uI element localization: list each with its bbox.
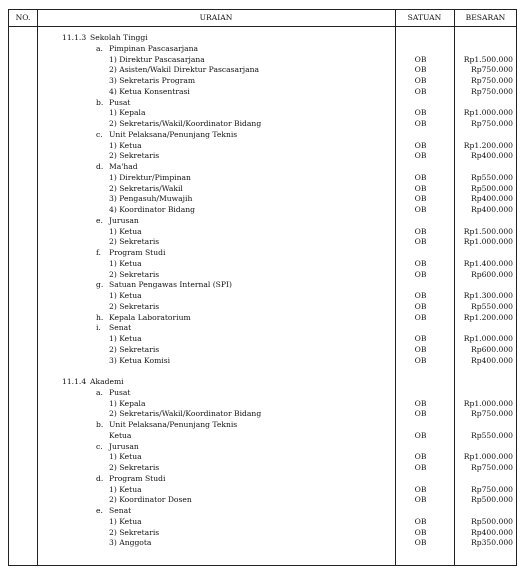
- item-title: Senat: [109, 323, 132, 333]
- item-letter: b.: [96, 97, 104, 107]
- table-row: [9, 537, 516, 548]
- table-row: [9, 32, 516, 43]
- item-letter: c.: [96, 129, 103, 139]
- besaran-value: Rp750.000: [471, 484, 513, 494]
- header-uraian: URAIAN: [199, 13, 233, 22]
- table-row: [9, 64, 516, 75]
- item-letter: e.: [96, 506, 103, 515]
- besaran-value: Rp750.000: [471, 65, 513, 75]
- table-row: [9, 462, 516, 473]
- table-row: [9, 527, 516, 538]
- satuan-value: OB: [414, 312, 427, 322]
- satuan-value: OB: [414, 183, 427, 193]
- item-title: Jurusan: [109, 441, 139, 451]
- item-description: 3) Sekretaris Program: [109, 76, 196, 85]
- item-letter: e.: [96, 215, 103, 225]
- satuan-value: OB: [414, 344, 427, 354]
- item-description: 1) Ketua: [109, 484, 142, 494]
- besaran-value: Rp750.000: [471, 463, 513, 472]
- item-title: Jurusan: [109, 215, 139, 225]
- besaran-value: Rp400.000: [471, 151, 513, 161]
- header-besaran: BESARAN: [465, 13, 506, 22]
- table-row: [9, 129, 516, 140]
- table-row: [9, 290, 516, 301]
- besaran-value: Rp400.000: [471, 527, 513, 537]
- item-title: Unit Pelaksana/Penunjang Teknis: [109, 420, 238, 429]
- table-row: [9, 183, 516, 194]
- item-description: 1) Ketua: [109, 258, 142, 268]
- table-row: [9, 269, 516, 280]
- item-letter: g.: [96, 280, 104, 290]
- satuan-value: OB: [414, 516, 427, 526]
- satuan-value: OB: [414, 527, 427, 537]
- item-description: 1) Direktur Pascasarjana: [109, 54, 205, 64]
- besaran-value: Rp550.000: [471, 430, 513, 440]
- besaran-value: Rp750.000: [471, 86, 513, 96]
- satuan-value: OB: [414, 108, 427, 118]
- table-row: [9, 43, 516, 54]
- besaran-value: Rp500.000: [471, 516, 513, 526]
- satuan-value: OB: [414, 463, 427, 472]
- item-letter: b.: [96, 420, 104, 429]
- besaran-value: Rp400.000: [471, 194, 513, 204]
- satuan-value: OB: [414, 452, 427, 462]
- table-row: [9, 118, 516, 129]
- table-row: [9, 365, 516, 376]
- table-row: [9, 161, 516, 172]
- item-description: 1) Ketua: [109, 334, 142, 343]
- satuan-value: OB: [414, 484, 427, 494]
- satuan-value: OB: [414, 194, 427, 204]
- besaran-value: Rp750.000: [471, 76, 513, 85]
- item-letter: c.: [96, 441, 103, 451]
- table-row: [9, 441, 516, 452]
- besaran-value: Rp1.000.000: [463, 237, 513, 247]
- satuan-value: OB: [414, 119, 427, 128]
- item-letter: f.: [96, 248, 101, 257]
- besaran-value: Rp1.300.000: [463, 291, 513, 300]
- besaran-value: Rp400.000: [471, 205, 513, 214]
- table-row: [9, 236, 516, 247]
- item-title: Program Studi: [109, 473, 166, 483]
- satuan-value: OB: [414, 398, 427, 408]
- item-description: 3) Ketua Komisi: [109, 355, 171, 365]
- satuan-value: OB: [414, 86, 427, 96]
- section-title: Sekolah Tinggi: [90, 33, 148, 42]
- table-row: [9, 75, 516, 86]
- satuan-value: OB: [414, 291, 427, 300]
- section-title: Akademi: [90, 377, 124, 386]
- item-description: 1) Ketua: [109, 226, 142, 236]
- item-description: 2) Asisten/Wakil Direktur Pascasarjana: [109, 65, 260, 75]
- item-description: 2) Sekretaris: [109, 151, 160, 161]
- table-row: [9, 247, 516, 258]
- satuan-value: OB: [414, 76, 427, 85]
- table-row: [9, 505, 516, 516]
- item-title: Kepala Laboratorium: [109, 312, 191, 322]
- item-description: 2) Koordinator Dosen: [109, 495, 192, 505]
- item-letter: h.: [96, 312, 104, 322]
- besaran-value: Rp1.200.000: [463, 312, 513, 322]
- table-row: [9, 451, 516, 462]
- satuan-value: OB: [414, 140, 427, 150]
- item-description: 1) Kepala: [109, 108, 146, 118]
- item-description: 1) Ketua: [109, 452, 142, 462]
- item-description: 1) Ketua: [109, 140, 142, 150]
- satuan-value: OB: [414, 269, 427, 279]
- item-title: Program Studi: [109, 248, 166, 257]
- item-title: Ma'had: [109, 162, 138, 171]
- item-description: 1) Kepala: [109, 398, 146, 408]
- item-description: 2) Sekretaris: [109, 344, 160, 354]
- table-row: [9, 376, 516, 387]
- table-row: [9, 355, 516, 366]
- table-row: [9, 430, 516, 441]
- besaran-value: Rp400.000: [471, 355, 513, 365]
- header-no: NO.: [15, 13, 31, 22]
- table-row: [9, 484, 516, 495]
- item-title: Pimpinan Pascasarjana: [109, 43, 199, 53]
- item-description: Ketua: [109, 430, 132, 440]
- besaran-value: Rp550.000: [471, 301, 513, 311]
- besaran-value: Rp1.000.000: [463, 334, 513, 343]
- item-description: 2) Sekretaris/Wakil/Koordinator Bidang: [109, 409, 262, 419]
- besaran-value: Rp500.000: [471, 495, 513, 505]
- table-row: [9, 312, 516, 323]
- table-header: [9, 10, 516, 27]
- besaran-value: Rp1.000.000: [463, 452, 513, 462]
- satuan-value: OB: [414, 172, 427, 182]
- satuan-value: OB: [414, 237, 427, 247]
- besaran-value: Rp750.000: [471, 119, 513, 128]
- table-row: [9, 473, 516, 484]
- besaran-value: Rp1.200.000: [463, 140, 513, 150]
- item-letter: i.: [96, 323, 101, 333]
- item-letter: a.: [96, 387, 103, 397]
- item-title: Senat: [109, 506, 132, 515]
- item-description: 4) Ketua Konsentrasi: [109, 86, 190, 96]
- table-row: [9, 516, 516, 527]
- item-description: 1) Ketua: [109, 516, 142, 526]
- besaran-value: Rp1.500.000: [463, 54, 513, 64]
- besaran-value: Rp600.000: [471, 344, 513, 354]
- besaran-value: Rp1.400.000: [463, 258, 513, 268]
- besaran-value: Rp1.000.000: [463, 108, 513, 118]
- section-code: 11.1.4: [62, 377, 87, 386]
- satuan-value: OB: [414, 355, 427, 365]
- item-description: 2) Sekretaris: [109, 527, 160, 537]
- honorarium-table: [8, 9, 517, 566]
- satuan-value: OB: [414, 538, 427, 548]
- besaran-value: Rp500.000: [471, 183, 513, 193]
- table-row: [9, 301, 516, 312]
- item-letter: d.: [96, 162, 104, 171]
- satuan-value: OB: [414, 334, 427, 343]
- item-description: 2) Sekretaris/Wakil/Koordinator Bidang: [109, 119, 262, 128]
- satuan-value: OB: [414, 151, 427, 161]
- item-description: 2) Sekretaris: [109, 237, 160, 247]
- table-row: [9, 204, 516, 215]
- satuan-value: OB: [414, 430, 427, 440]
- section-code: 11.1.3: [62, 33, 87, 42]
- table-row: [9, 140, 516, 151]
- besaran-value: Rp750.000: [471, 409, 513, 419]
- besaran-value: Rp350.000: [471, 538, 513, 548]
- besaran-value: Rp1.500.000: [463, 226, 513, 236]
- besaran-value: Rp600.000: [471, 269, 513, 279]
- item-description: 3) Anggota: [109, 538, 152, 548]
- table-row: [9, 344, 516, 355]
- satuan-value: OB: [414, 495, 427, 505]
- item-title: Pusat: [109, 387, 131, 397]
- table-row: [9, 215, 516, 226]
- table-row: [9, 419, 516, 430]
- item-description: 3) Pengasuh/Muwajih: [109, 194, 193, 204]
- satuan-value: OB: [414, 409, 427, 419]
- table-row: [9, 97, 516, 108]
- item-letter: a.: [96, 43, 103, 53]
- item-title: Pusat: [109, 97, 131, 107]
- table-row: [9, 86, 516, 97]
- table-row: [9, 322, 516, 333]
- satuan-value: OB: [414, 54, 427, 64]
- besaran-value: Rp550.000: [471, 172, 513, 182]
- satuan-value: OB: [414, 226, 427, 236]
- table-row: [9, 107, 516, 118]
- satuan-value: OB: [414, 301, 427, 311]
- table-row: [9, 150, 516, 161]
- besaran-value: Rp1.000.000: [463, 398, 513, 408]
- table-row: [9, 226, 516, 237]
- item-title: Satuan Pengawas Internal (SPI): [109, 280, 232, 290]
- table-row: [9, 258, 516, 269]
- satuan-value: OB: [414, 65, 427, 75]
- header-satuan: SATUAN: [407, 13, 442, 22]
- item-description: 1) Direktur/Pimpinan: [109, 172, 191, 182]
- table-row: [9, 408, 516, 419]
- item-description: 2) Sekretaris: [109, 301, 160, 311]
- table-row: [9, 172, 516, 183]
- item-letter: d.: [96, 473, 104, 483]
- table-row: [9, 279, 516, 290]
- table-row: [9, 398, 516, 409]
- satuan-value: OB: [414, 258, 427, 268]
- item-description: 2) Sekretaris: [109, 463, 160, 472]
- table-row: [9, 387, 516, 398]
- item-title: Unit Pelaksana/Penunjang Teknis: [109, 129, 238, 139]
- item-description: 2) Sekretaris/Wakil: [109, 183, 183, 193]
- table-row: [9, 54, 516, 65]
- satuan-value: OB: [414, 205, 427, 214]
- item-description: 2) Sekretaris: [109, 269, 160, 279]
- table-row: [9, 333, 516, 344]
- table-row: [9, 193, 516, 204]
- item-description: 1) Ketua: [109, 291, 142, 300]
- item-description: 4) Koordinator Bidang: [109, 205, 195, 214]
- table-row: [9, 494, 516, 505]
